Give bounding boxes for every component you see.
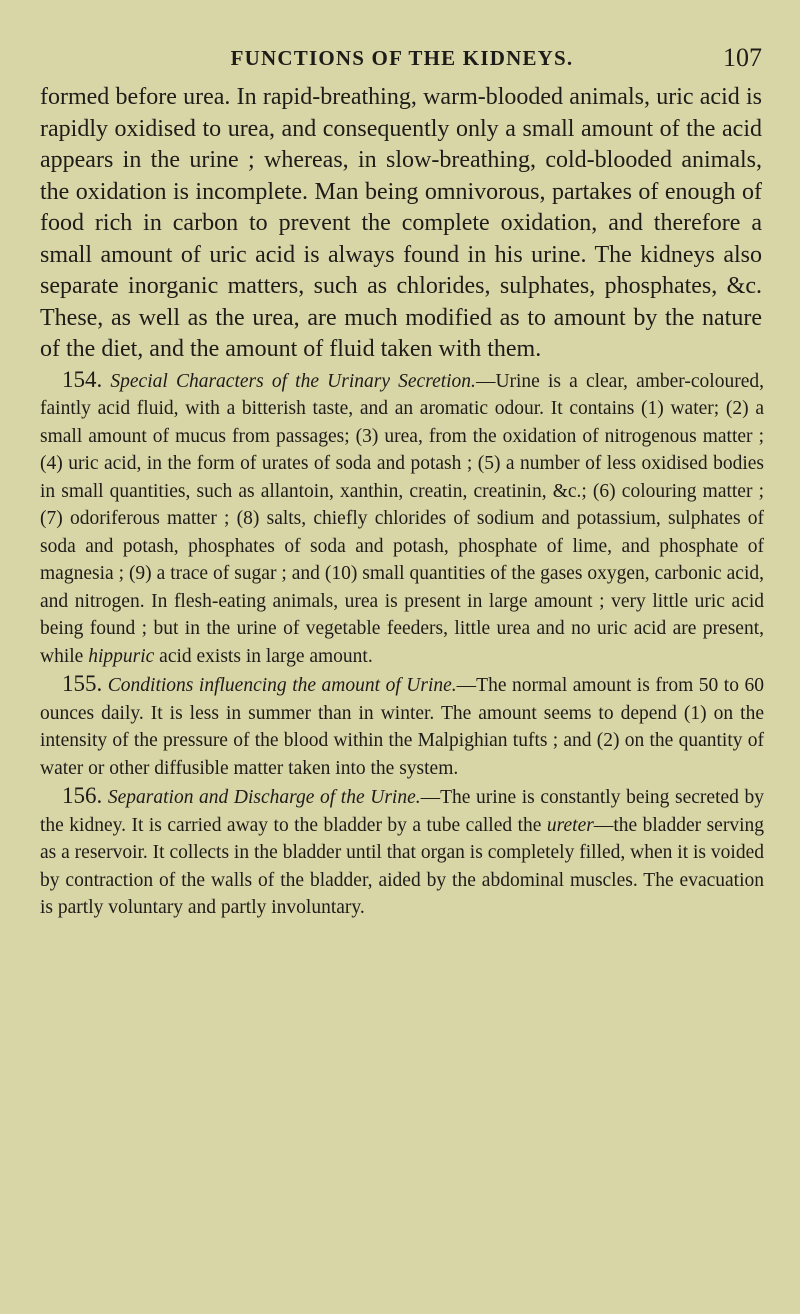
running-head xyxy=(40,38,764,78)
section-155 xyxy=(40,670,764,782)
section-heading: Special Characters of the Urinary Secretion. xyxy=(110,370,476,392)
emphasized-term: hippuric xyxy=(88,645,155,667)
section-number: 155. xyxy=(62,671,103,696)
section-156 xyxy=(40,782,764,922)
section-text-continued: —the bladder serving as a reservoir. It collects in the bladder until that organ is completely filled, when it is voided by contraction of the walls of the bladder, aided by the abdominal muscles. The evacuation is partly voluntary and partly involuntary. xyxy=(40,814,764,918)
emphasized-term: ureter xyxy=(546,814,594,836)
page-number: 107 xyxy=(723,43,762,72)
section-number: 156. xyxy=(62,783,103,808)
section-text-continued: acid exists in large amount. xyxy=(154,645,373,667)
section-number: 154. xyxy=(62,366,103,392)
section-text: —Urine is a clear, amber-coloured, faintly acid fluid, with a bitterish taste, and an aromatic odour. It contains (1) water; (2) a small amount of mucus from passages; (3) urea, from the oxidation of nitrogenous matter ; (4) uric acid, in the form of urates of soda and potash ; (5) a number of less oxidised bodies in small quantities, such as allantoin, xanthin, creatin, creatinin, &c.; (6) colouring matter ; (7) odoriferous matter ; (8) salts, chiefly chlorides of sodium and potassium, sulphates of soda and potash, phosphates of soda and potash, phosphate of lime, and phosphate of magnesia ; (9) a trace of sugar ; and (10) small quantities of the gases oxygen, carbonic acid, and nitrogen. In flesh-eating animals, urea is present in large amount ; very little uric acid being found ; but in the urine of vegetable feeders, little urea and no uric acid are present, while xyxy=(40,370,765,667)
section-heading: Separation and Discharge of the Urine. xyxy=(107,787,421,808)
running-head-title: FUNCTIONS OF THE KIDNEYS. xyxy=(230,46,574,70)
section-heading: Conditions influencing the amount of Urine. xyxy=(107,675,457,696)
section-text: —The urine is constantly being secreted by the kidney. It is carried away to the bladder by a tube called the xyxy=(40,787,764,836)
opening-paragraph: formed before urea. In rapid-breathing, warm-blooded animals, uric acid is rapidly oxidised to urea, and consequently only a small amount of the acid appears in the urine ; whereas, in slow-breathing, cold-blooded animals, the oxidation is incomplete. Man being omnivorous, partakes of enough of food rich in carbon to prevent the complete oxidation, and therefore a small amount of uric acid is always found in his urine. The kidneys also separate inorganic matters, such as chlorides, sulphates, phosphates, &c. These, as well as the urea, are much modified as to amount by the nature of the diet, and the amount of fluid taken with them. xyxy=(40,84,762,362)
section-154 xyxy=(40,366,764,671)
section-text: —The normal amount is from 50 to 60 ounces daily. It is less in summer than in winter. The amount seems to depend (1) on the intensity of the pressure of the blood within the Malpighian tufts ; and (2) on the quantity of water or other diffusible matter taken into the system. xyxy=(40,675,765,779)
